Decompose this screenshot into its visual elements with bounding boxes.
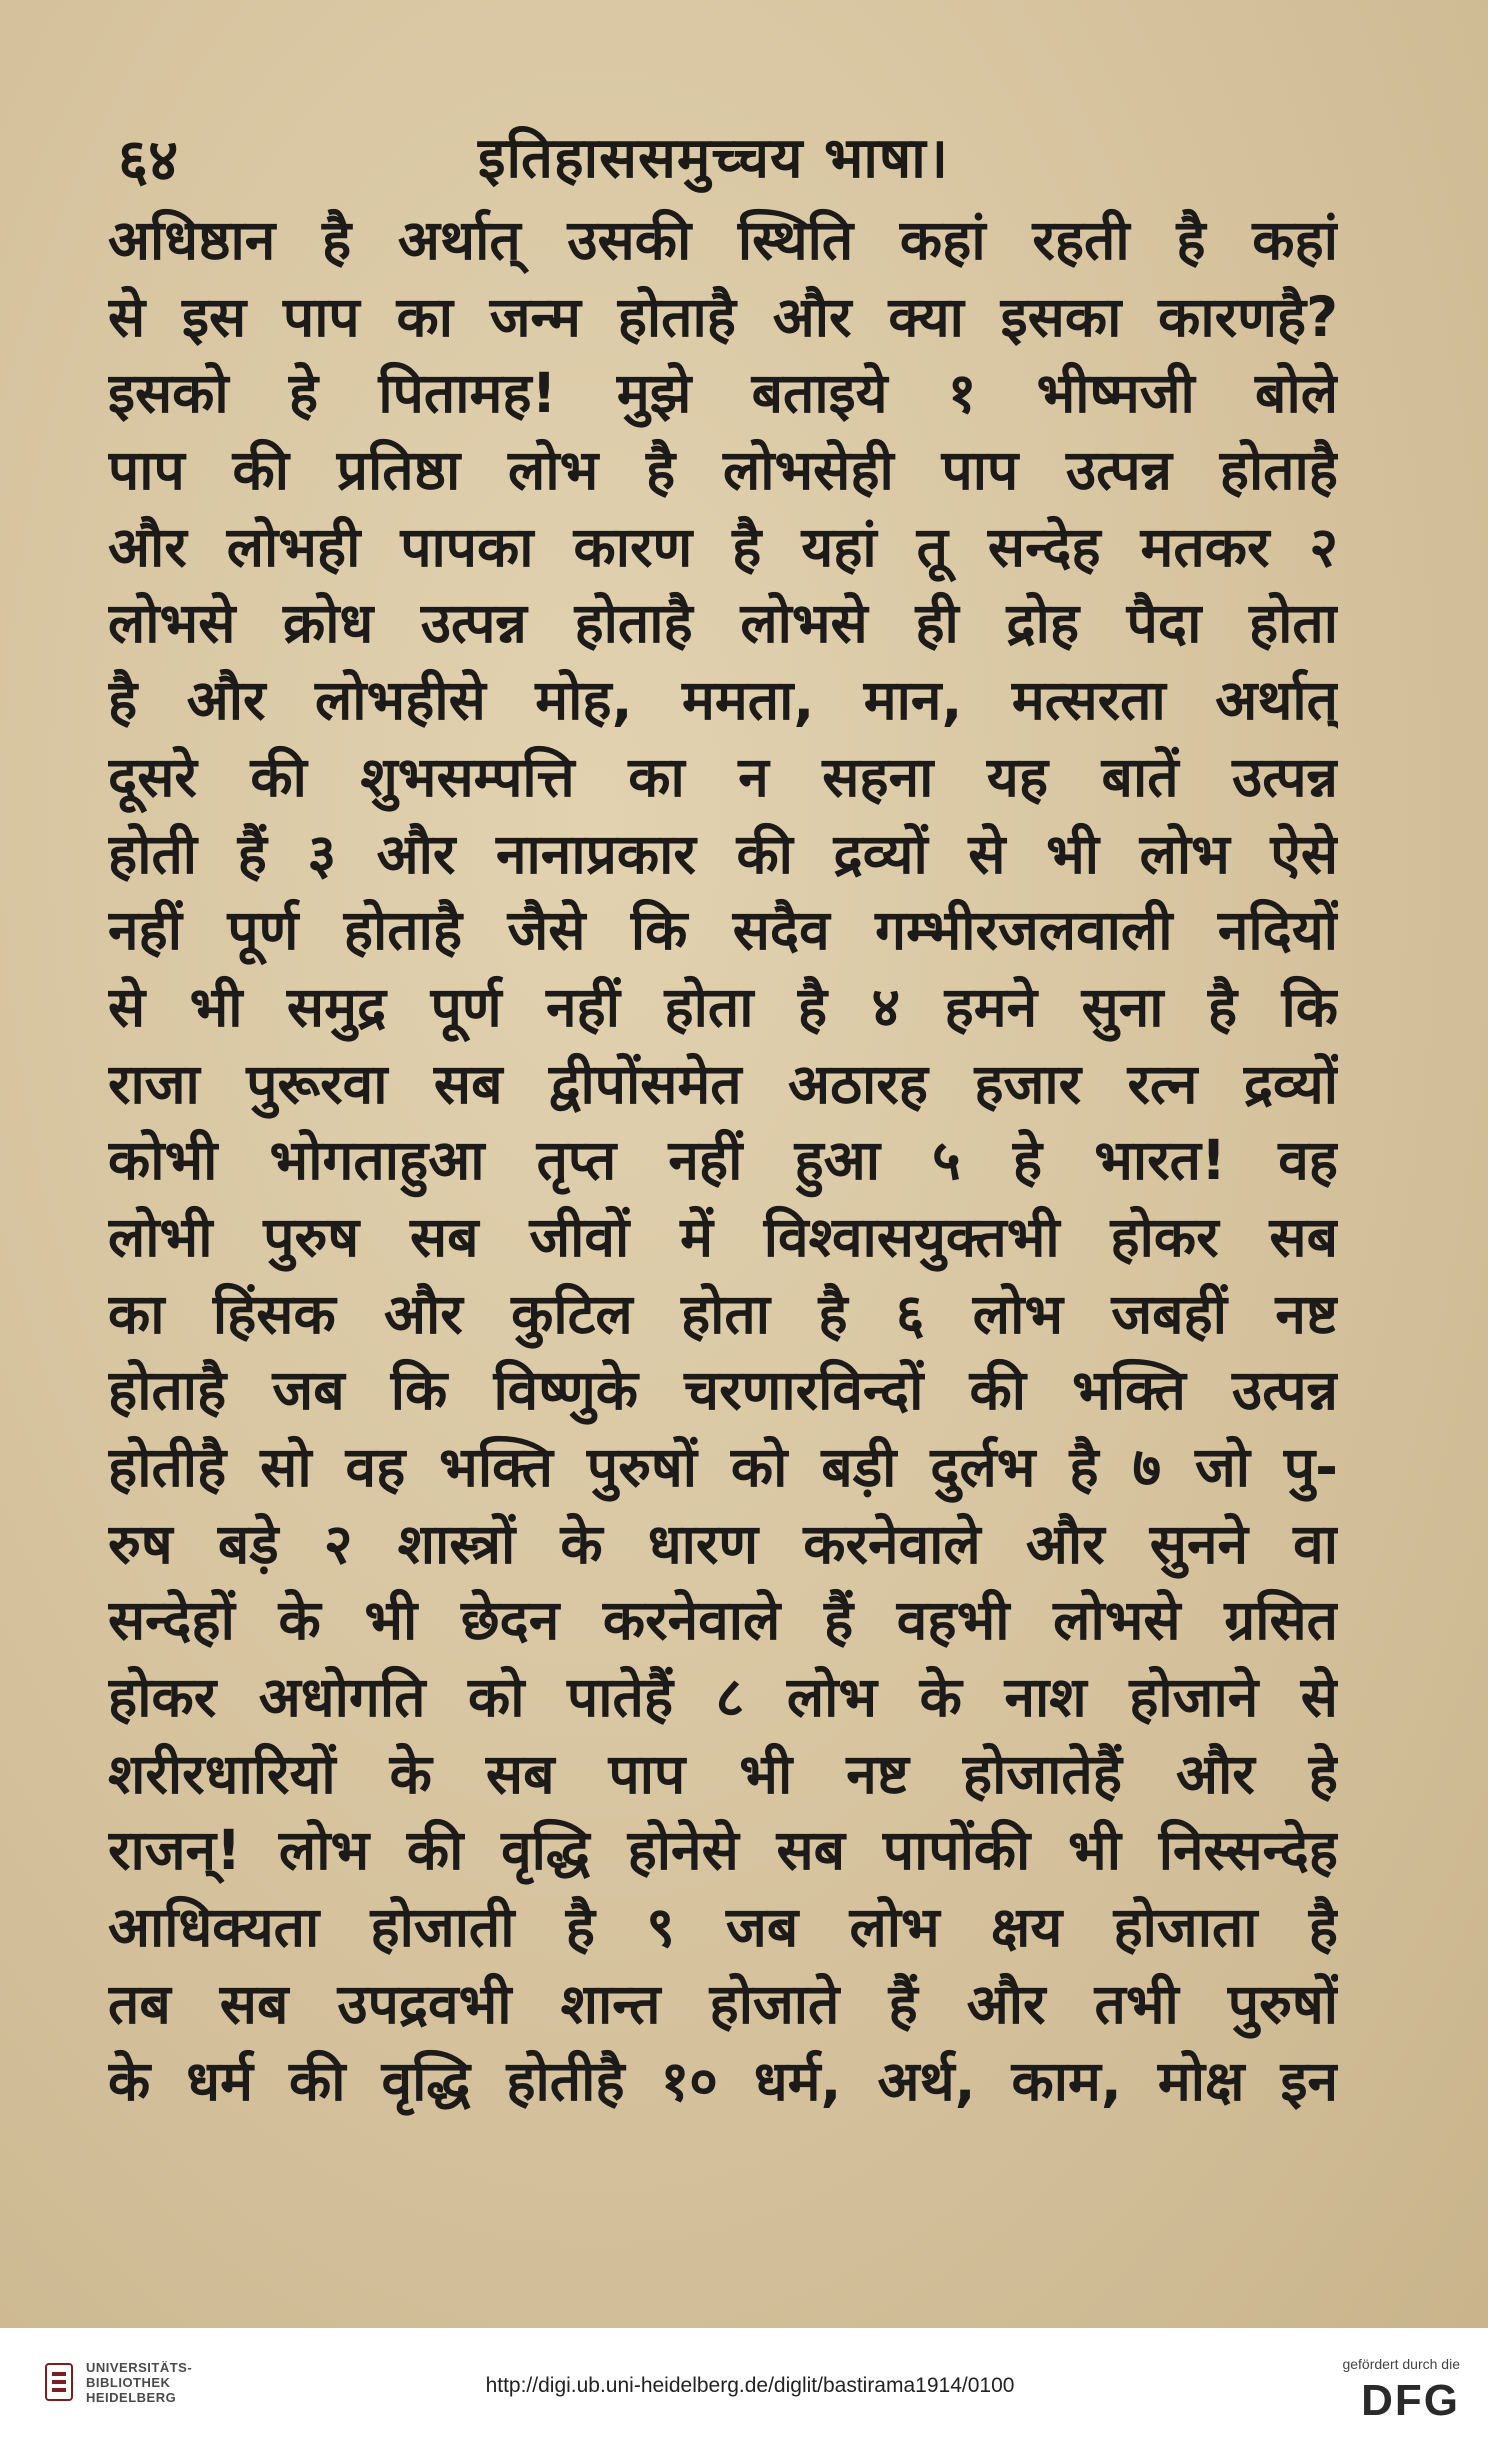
text-line: राजन्! लोभ की वृद्धि होनेसे सब पापोंकी भी निस्सन्देह <box>108 1818 1338 1883</box>
text-line: का हिंसक और कुटिल होता है ६ लोभ जबहीं नष्ट <box>108 1281 1338 1346</box>
text-line: लोभी पुरुष सब जीवों में विश्वासयुक्तभी होकर सब <box>108 1204 1338 1269</box>
text-line: तब सब उपद्रवभी शान्त होजाते हैं और तभी पुरुषों <box>108 1971 1338 2036</box>
text-line: होताहै जब कि विष्णुके चरणारविन्दों की भक्ति उत्पन्न <box>108 1358 1338 1423</box>
library-name <box>86 2360 192 2405</box>
text-line: शरीरधारियों के सब पाप भी नष्ट होजातेहैं और हे <box>108 1741 1338 1806</box>
library-name-line: UNIVERSITÄTS- <box>86 2360 193 2375</box>
text-line: सन्देहों के भी छेदन करनेवाले हैं वहभी लोभसे ग्रसित <box>108 1588 1338 1653</box>
body-text <box>108 202 1338 2119</box>
text-line: कोभी भोगताहुआ तृप्त नहीं हुआ ५ हे भारत! वह <box>108 1128 1338 1193</box>
text-line: रुष बड़े २ शास्त्रों के धारण करनेवाले और सुनने वा <box>108 1511 1338 1576</box>
text-line: और लोभही पापका कारण है यहां तू सन्देह मतकर २ <box>108 514 1338 579</box>
running-title: इतिहाससमुच्चय भाषा। <box>478 126 949 191</box>
text-line: होतीहै सो वह भक्ति पुरुषों को बड़ी दुर्लभ है ७ जो पु- <box>108 1435 1338 1499</box>
text-line: पाप की प्रतिष्ठा लोभ है लोभसेही पाप उत्पन्न होताहै <box>108 438 1338 503</box>
text-line: से इस पाप का जन्म होताहै और क्या इसका कारणहै? <box>108 284 1338 349</box>
text-line: दूसरे की शुभसम्पत्ति का न सहना यह बातें उत्पन्न <box>108 744 1338 809</box>
text-line: आधिक्यता होजाती है ९ जब लोभ क्षय होजाता है <box>108 1895 1338 1960</box>
text-line: इसको हे पितामह! मुझे बताइये १ भीष्मजी बोले <box>108 361 1338 426</box>
page-header <box>118 118 1368 198</box>
source-url[interactable]: http://digi.ub.uni-heidelberg.de/diglit/bastirama1914/0100 <box>485 2374 1015 2397</box>
text-line: अधिष्ठान है अर्थात् उसकी स्थिति कहां रहती है कहां <box>108 208 1338 272</box>
text-line: होकर अधोगति को पातेहैं ८ लोभ के नाश होजाने से <box>108 1665 1338 1730</box>
university-seal-icon <box>44 2362 74 2402</box>
library-name-line: BIBLIOTHEK <box>86 2375 171 2390</box>
text-line: है और लोभहीसे मोह, ममता, मान, मत्सरता अर्थात् <box>108 668 1338 733</box>
text-line: राजा पुरूरवा सब द्वीपोंसमेत अठारह हजार रत्न द्रव्यों <box>108 1051 1338 1116</box>
page-number: ६४ <box>118 126 179 194</box>
text-line: नहीं पूर्ण होताहै जैसे कि सदैव गम्भीरजलवाली नदियों <box>108 898 1338 963</box>
text-line: होती हैं ३ और नानाप्रकार की द्रव्यों से भी लोभ ऐसे <box>108 821 1338 886</box>
text-line: लोभसे क्रोध उत्पन्न होताहै लोभसे ही द्रोह पैदा होता <box>108 591 1338 656</box>
funded-by-label: gefördert durch die <box>1342 2356 1460 2372</box>
library-name-line: HEIDELBERG <box>86 2390 177 2405</box>
dfg-logo: DFG <box>1361 2376 1460 2425</box>
text-line: के धर्म की वृद्धि होतीहै १० धर्म, अर्थ, काम, मोक्ष इन <box>108 2048 1338 2113</box>
text-line: से भी समुद्र पूर्ण नहीं होता है ४ हमने सुना है कि <box>108 974 1338 1039</box>
